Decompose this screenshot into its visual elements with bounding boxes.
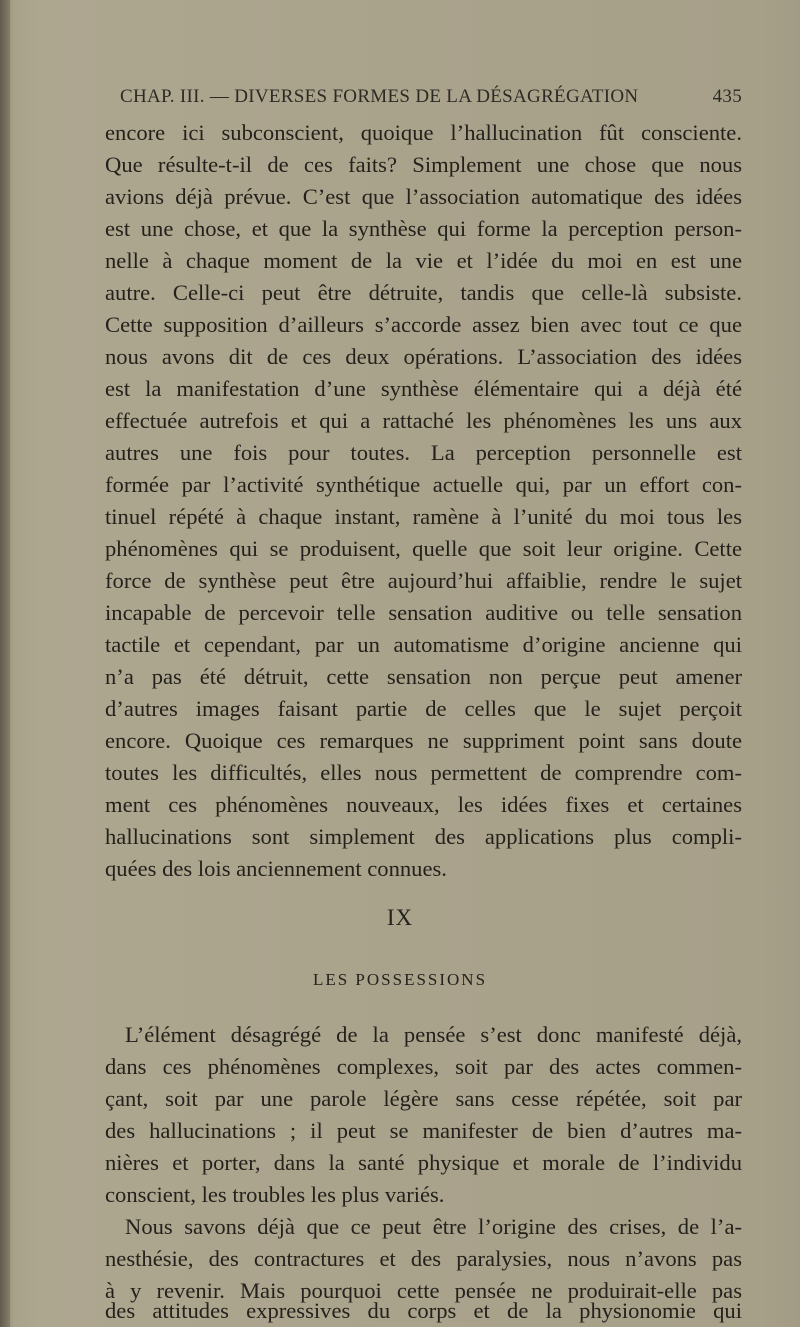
section-title: LES POSSESSIONS bbox=[312, 970, 488, 989]
text-line: avions déjà prévue. C’est que l’association automatique des idées bbox=[105, 184, 742, 209]
text-line: n’a pas été détruit, cette sensation non perçue peut amener bbox=[105, 664, 742, 689]
text-line: conscient, les troubles les plus variés. bbox=[105, 1182, 445, 1207]
page-number: 435 bbox=[712, 86, 742, 107]
text-line: force de synthèse peut être aujourd’hui affaiblie, rendre le sujet bbox=[105, 568, 742, 593]
running-head-title: CHAP. III. — DIVERSES FORMES DE LA DÉSAGRÉGATION bbox=[120, 86, 639, 107]
text-line: L’élément désagrégé de la pensée s’est donc manifesté déjà, bbox=[125, 1022, 742, 1047]
text-line: toutes les difficultés, elles nous permettent de comprendre com- bbox=[105, 760, 742, 785]
text-line: autre. Celle-ci peut être détruite, tandis que celle-là subsiste. bbox=[105, 280, 742, 305]
text-line: ment ces phénomènes nouveaux, les idées fixes et certaines bbox=[105, 792, 742, 817]
text-line: des hallucinations ; il peut se manifester de bien d’autres ma- bbox=[105, 1118, 742, 1143]
text-line: dans ces phénomènes complexes, soit par des actes commen- bbox=[105, 1054, 742, 1079]
text-line: est une chose, et que la synthèse qui forme la perception person- bbox=[105, 216, 742, 241]
text-line: tinuel répété à chaque instant, ramène à l’unité du moi tous les bbox=[105, 504, 742, 529]
text-line: incapable de percevoir telle sensation auditive ou telle sensation bbox=[105, 600, 742, 625]
text-line: encore ici subconscient, quoique l’hallucination fût consciente. bbox=[105, 120, 742, 145]
text-line: effectuée autrefois et qui a rattaché les phénomènes les uns aux bbox=[105, 408, 742, 433]
text-line: nelle à chaque moment de la vie et l’idée du moi en est une bbox=[105, 248, 742, 273]
text-line: formée par l’activité synthétique actuelle qui, par un effort con- bbox=[105, 472, 742, 497]
text-line: quées des lois anciennement connues. bbox=[105, 856, 447, 881]
text-line: autres une fois pour toutes. La perception personnelle est bbox=[105, 440, 742, 465]
text-line: Cette supposition d’ailleurs s’accorde assez bien avec tout ce que bbox=[105, 312, 742, 337]
text-line: à y revenir. Mais pourquoi cette pensée ne produirait-elle pas bbox=[105, 1278, 742, 1303]
text-line: des attitudes expressives du corps et de la physionomie qui bbox=[105, 1298, 742, 1323]
text-line: Que résulte-t-il de ces faits? Simplement une chose que nous bbox=[105, 152, 742, 177]
text-line: Nous savons déjà que ce peut être l’origine des crises, de l’a- bbox=[125, 1214, 742, 1239]
text-line: d’autres images faisant partie de celles que le sujet perçoit bbox=[105, 696, 742, 721]
text-line: encore. Quoique ces remarques ne suppriment point sans doute bbox=[105, 728, 742, 753]
running-head bbox=[120, 86, 742, 114]
text-line: nous avons dit de ces deux opérations. L’association des idées bbox=[105, 344, 742, 369]
text-line: tactile et cependant, par un automatisme d’origine ancienne qui bbox=[105, 632, 742, 657]
text-line: est la manifestation d’une synthèse élémentaire qui a déjà été bbox=[105, 376, 742, 401]
text-line: nesthésie, des contractures et des paralysies, nous n’avons pas bbox=[105, 1246, 742, 1271]
text-line: hallucinations sont simplement des applications plus compli- bbox=[105, 824, 742, 849]
section-number: IX bbox=[386, 905, 414, 930]
text-line: phénomènes qui se produisent, quelle que soit leur origine. Cette bbox=[105, 536, 742, 561]
text-line: nières et porter, dans la santé physique et morale de l’individu bbox=[105, 1150, 742, 1175]
page-binding-shadow bbox=[0, 0, 10, 1327]
text-line: çant, soit par une parole légère sans cesse répétée, soit par bbox=[105, 1086, 742, 1111]
